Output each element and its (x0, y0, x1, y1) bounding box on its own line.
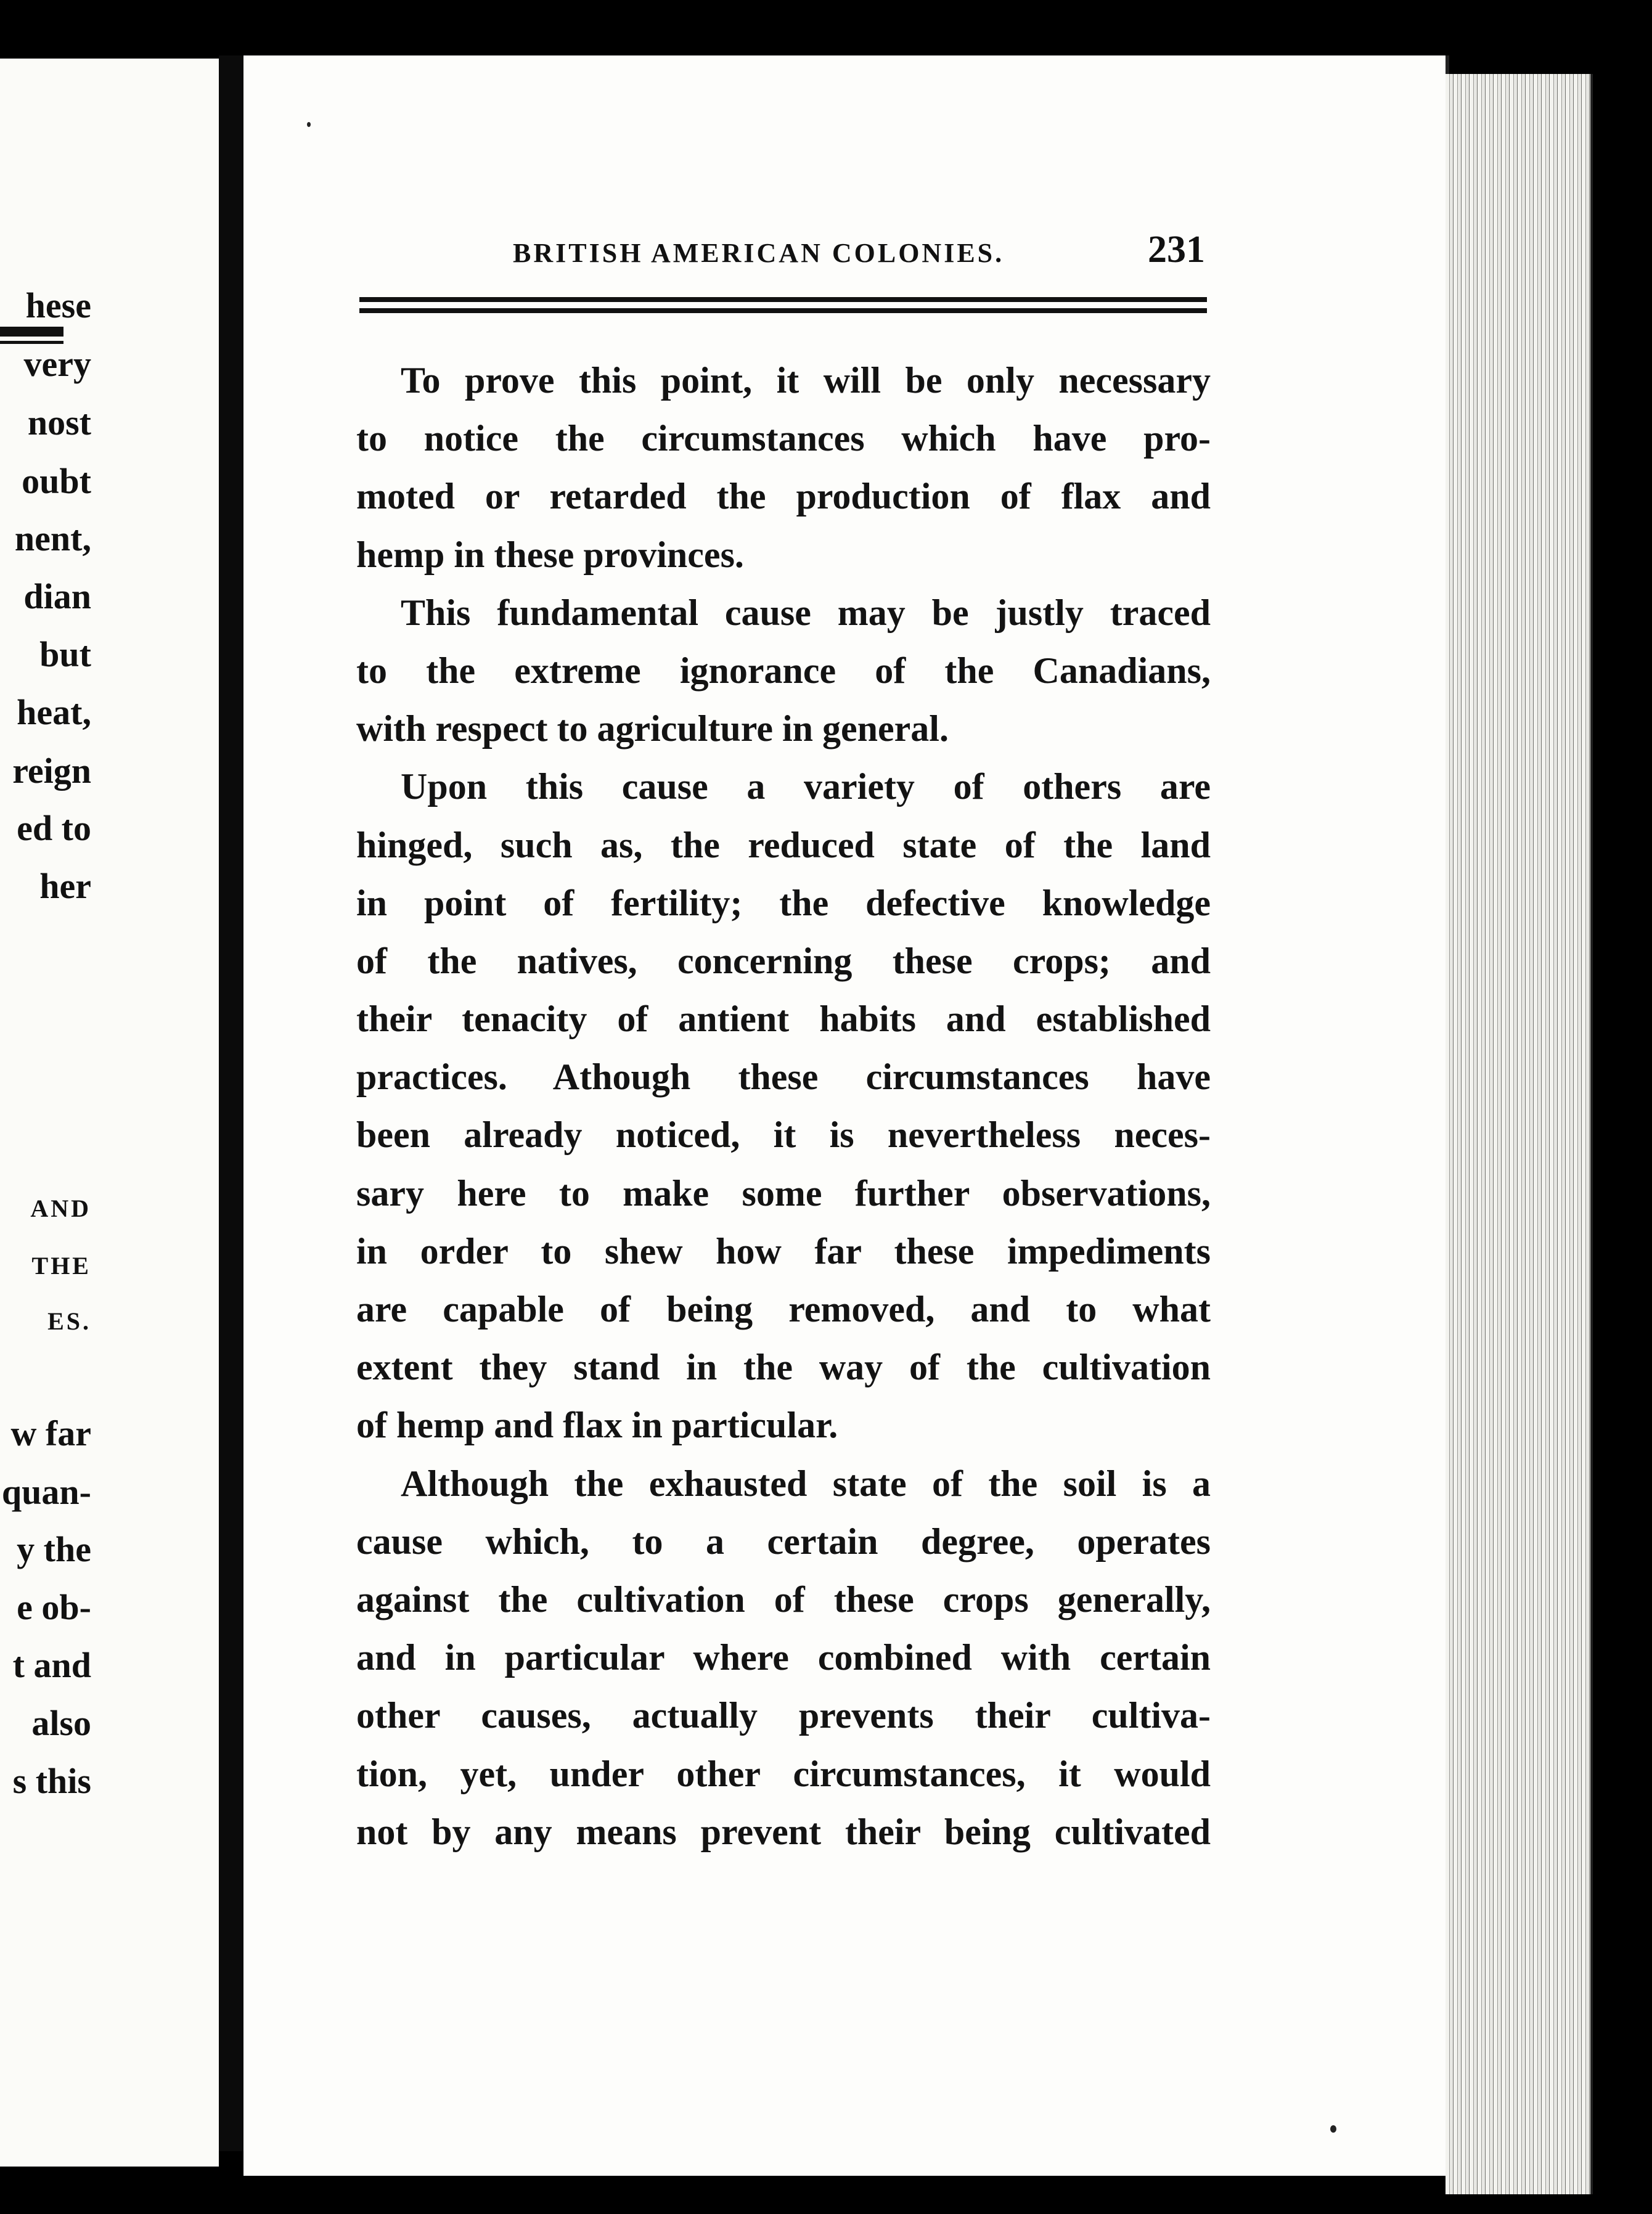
left-text-line: AND (30, 1195, 91, 1222)
text-line: cause which, to a certain degree, operates (356, 1521, 1211, 1562)
text-line: To prove this point, it will be only necessary (401, 360, 1211, 401)
text-line: their tenacity of antient habits and established (356, 999, 1211, 1040)
text-line: against the cultivation of these crops generally, (356, 1579, 1211, 1620)
body-text (356, 351, 1211, 1861)
left-header-rule (0, 327, 63, 337)
text-line: hinged, such as, the reduced state of the land (356, 824, 1211, 865)
left-text-line: also (31, 1703, 91, 1743)
text-line: to the extreme ignorance of the Canadians, (356, 650, 1211, 691)
text-line: other causes, actually prevents their cultiva- (356, 1695, 1211, 1736)
left-text-line: very (23, 344, 91, 384)
left-text-line: t and (12, 1645, 91, 1685)
text-line: hemp in these provinces. (356, 534, 744, 575)
text-line: extent they stand in the way of the cultivation (356, 1347, 1211, 1388)
left-text-line: her (39, 866, 91, 906)
text-line: not by any means prevent their being cultivated (356, 1811, 1211, 1852)
text-line: of hemp and flax in particular. (356, 1405, 838, 1446)
book-gutter (219, 55, 243, 2151)
text-line: been already noticed, it is nevertheless neces- (356, 1114, 1211, 1156)
text-line: to notice the circumstances which have pro- (356, 418, 1211, 459)
header-rule-bottom (359, 308, 1207, 313)
left-page-fragment (0, 59, 219, 2167)
left-text-line: ES. (47, 1307, 91, 1335)
left-text-line: hese (25, 285, 91, 325)
text-line: This fundamental cause may be justly traced (401, 592, 1211, 633)
left-text-line: quan- (1, 1472, 91, 1512)
text-line: in order to shew how far these impediments (356, 1230, 1211, 1272)
text-line: with respect to agriculture in general. (356, 708, 949, 750)
ink-speck (1330, 2125, 1336, 2133)
left-text-line: e ob- (17, 1587, 91, 1627)
text-line: and in particular where combined with certain (356, 1637, 1211, 1678)
text-line: of the natives, concerning these crops; and (356, 940, 1211, 981)
left-text-line: ed to (17, 808, 91, 848)
text-line: Although the exhausted state of the soil is a (401, 1463, 1211, 1504)
left-text-line: but (39, 634, 91, 674)
left-text-line: THE (31, 1252, 91, 1280)
text-line: practices. Athough these circumstances have (356, 1056, 1211, 1098)
header-rule-top (359, 297, 1207, 302)
left-text-line: y the (17, 1529, 91, 1569)
text-line: Upon this cause a variety of others are (401, 766, 1211, 807)
text-line: are capable of being removed, and to what (356, 1289, 1211, 1330)
left-text-line: nost (27, 402, 91, 443)
left-text-line: dian (23, 576, 91, 616)
text-line: tion, yet, under other circumstances, it would (356, 1753, 1211, 1794)
left-text-line: w far (10, 1413, 91, 1453)
page-edges (1446, 74, 1593, 2194)
left-text-line: nent, (14, 518, 91, 558)
left-text-line: heat, (17, 692, 91, 732)
ink-speck (307, 122, 311, 127)
text-line: sary here to make some further observations, (356, 1172, 1211, 1214)
left-text-line: oubt (22, 461, 91, 501)
text-line: moted or retarded the production of flax and (356, 476, 1211, 517)
left-text-line: s this (12, 1761, 91, 1801)
left-text-line: reign (12, 751, 91, 791)
running-title: BRITISH AMERICAN COLONIES. (513, 238, 1005, 268)
page-number: 231 (1148, 229, 1205, 271)
text-line: in point of fertility; the defective knowledge (356, 882, 1211, 923)
